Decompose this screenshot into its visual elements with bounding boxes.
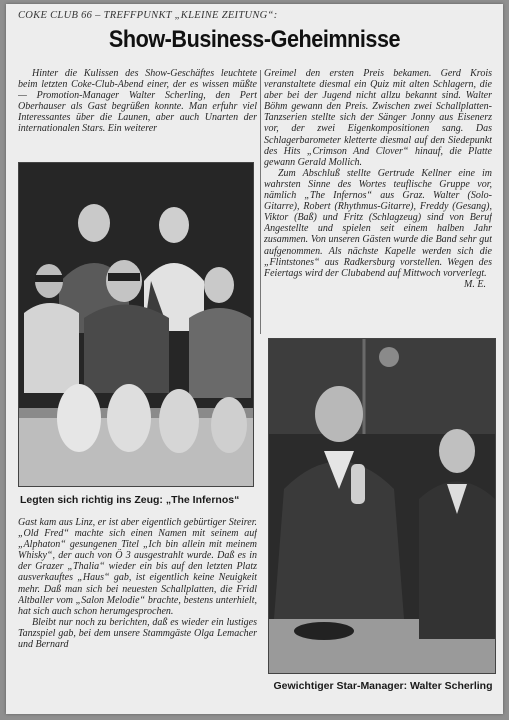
paragraph-intro: Hinter die Kulissen des Show-Geschäftes leuchtete beim letzten Coke-Club-Abend einer, der es wissen müßte — Promotion-Manager Walter Scherling, den Pert Oberhauser als Gast begrüßen konnte. Man erfuhr viel Interessantes über die Launen, aber auch Unarten der internationalen Stars. Ein weiterer [18, 68, 257, 135]
band-photo [18, 162, 254, 487]
kicker-line: COKE CLUB 66 – TREFFPUNKT „KLEINE ZEITUNG“: [18, 10, 278, 21]
paragraph-old-fred: Gast kam aus Linz, er ist aber eigentlich gebürtiger Steirer. „Old Fred“ machte sich einen Namen mit seinem auf „Alphaton“ gesungenen Titel „Ich bin allein mit meinem Whisky“, der auch von Ö 3 ausgestrahlt wurde. Daß es in der Grazer „Thalia“ wieder ein bis auf den letzten Platz ausverkauftes „Haus“ gab, ist eigentlich keine Neuigkeit mehr. Daß man sich bei neuesten Schallplatten, die Fridl Altballer vom „Salon Melodie“ brachte, bestens unterhielt, hat sich auch schon herumgesprochen. [18, 517, 257, 617]
band-photo-caption: Legten sich richtig ins Zeug: „The Infernos“ [20, 494, 240, 506]
article-column-left-top [18, 68, 257, 158]
headline: Show-Business-Geheimnisse [108, 26, 401, 53]
paragraph-dance-game: Bleibt nur noch zu berichten, daß es wieder ein lustiges Tanzspiel gab, bei dem unsere Stammgäste Olga Lemacher und Bernard [18, 616, 257, 651]
manager-photo-caption: Gewichtiger Star-Manager: Walter Scherling [273, 680, 493, 692]
author-signature: M. E. [464, 278, 486, 290]
column-divider [260, 70, 261, 334]
manager-photo-illustration [269, 339, 495, 673]
paragraph-infernos: Zum Abschluß stellte Gertrude Kellner eine im wahrsten Sinne des Wortes teuflische Gruppe vor, nämlich „The Infernos“ aus Graz. Walter (Solo-Gitarre), Robert (Rhythmus-Gitarre), Freddy (Gesang), Viktor (Baß) und Fritz (Schlagzeug) sind von Beruf Angestellte und spielen seit einem halben Jahr zusammen. Von unseren Gästen wurde die Band sehr gut aufgenommen. Als nächste Kapelle werden sich die „Flintstones“ aus Radkersburg vorstellen. Wegen des Feiertags wird der Clubabend auf Mittwoch vorverlegt. [264, 167, 492, 279]
article-column-right [264, 68, 492, 336]
paragraph-winners: Greimel den ersten Preis bekamen. Gerd Krois veranstaltete diesmal ein Quiz mit alten Schlagern, die aber bei der Jugend nicht allzu bekannt sind. Walter Böhm gewann den Preis. Zwischen zwei Schallplatten-Tanzserien stellte sich der Sänger Jonny aus Eisenerz vor, der zwei Eigenkompositionen sang. Das Schlagerbarometer kletterte diesmal auf den Siedepunkt des Hits „Crimson And Clover“ hinauf, die Platte gewann Gerald Mollich. [264, 68, 492, 168]
manager-photo [268, 338, 496, 674]
newspaper-clipping [6, 4, 503, 714]
article-column-left-bottom [18, 517, 257, 713]
band-photo-illustration [19, 163, 253, 486]
